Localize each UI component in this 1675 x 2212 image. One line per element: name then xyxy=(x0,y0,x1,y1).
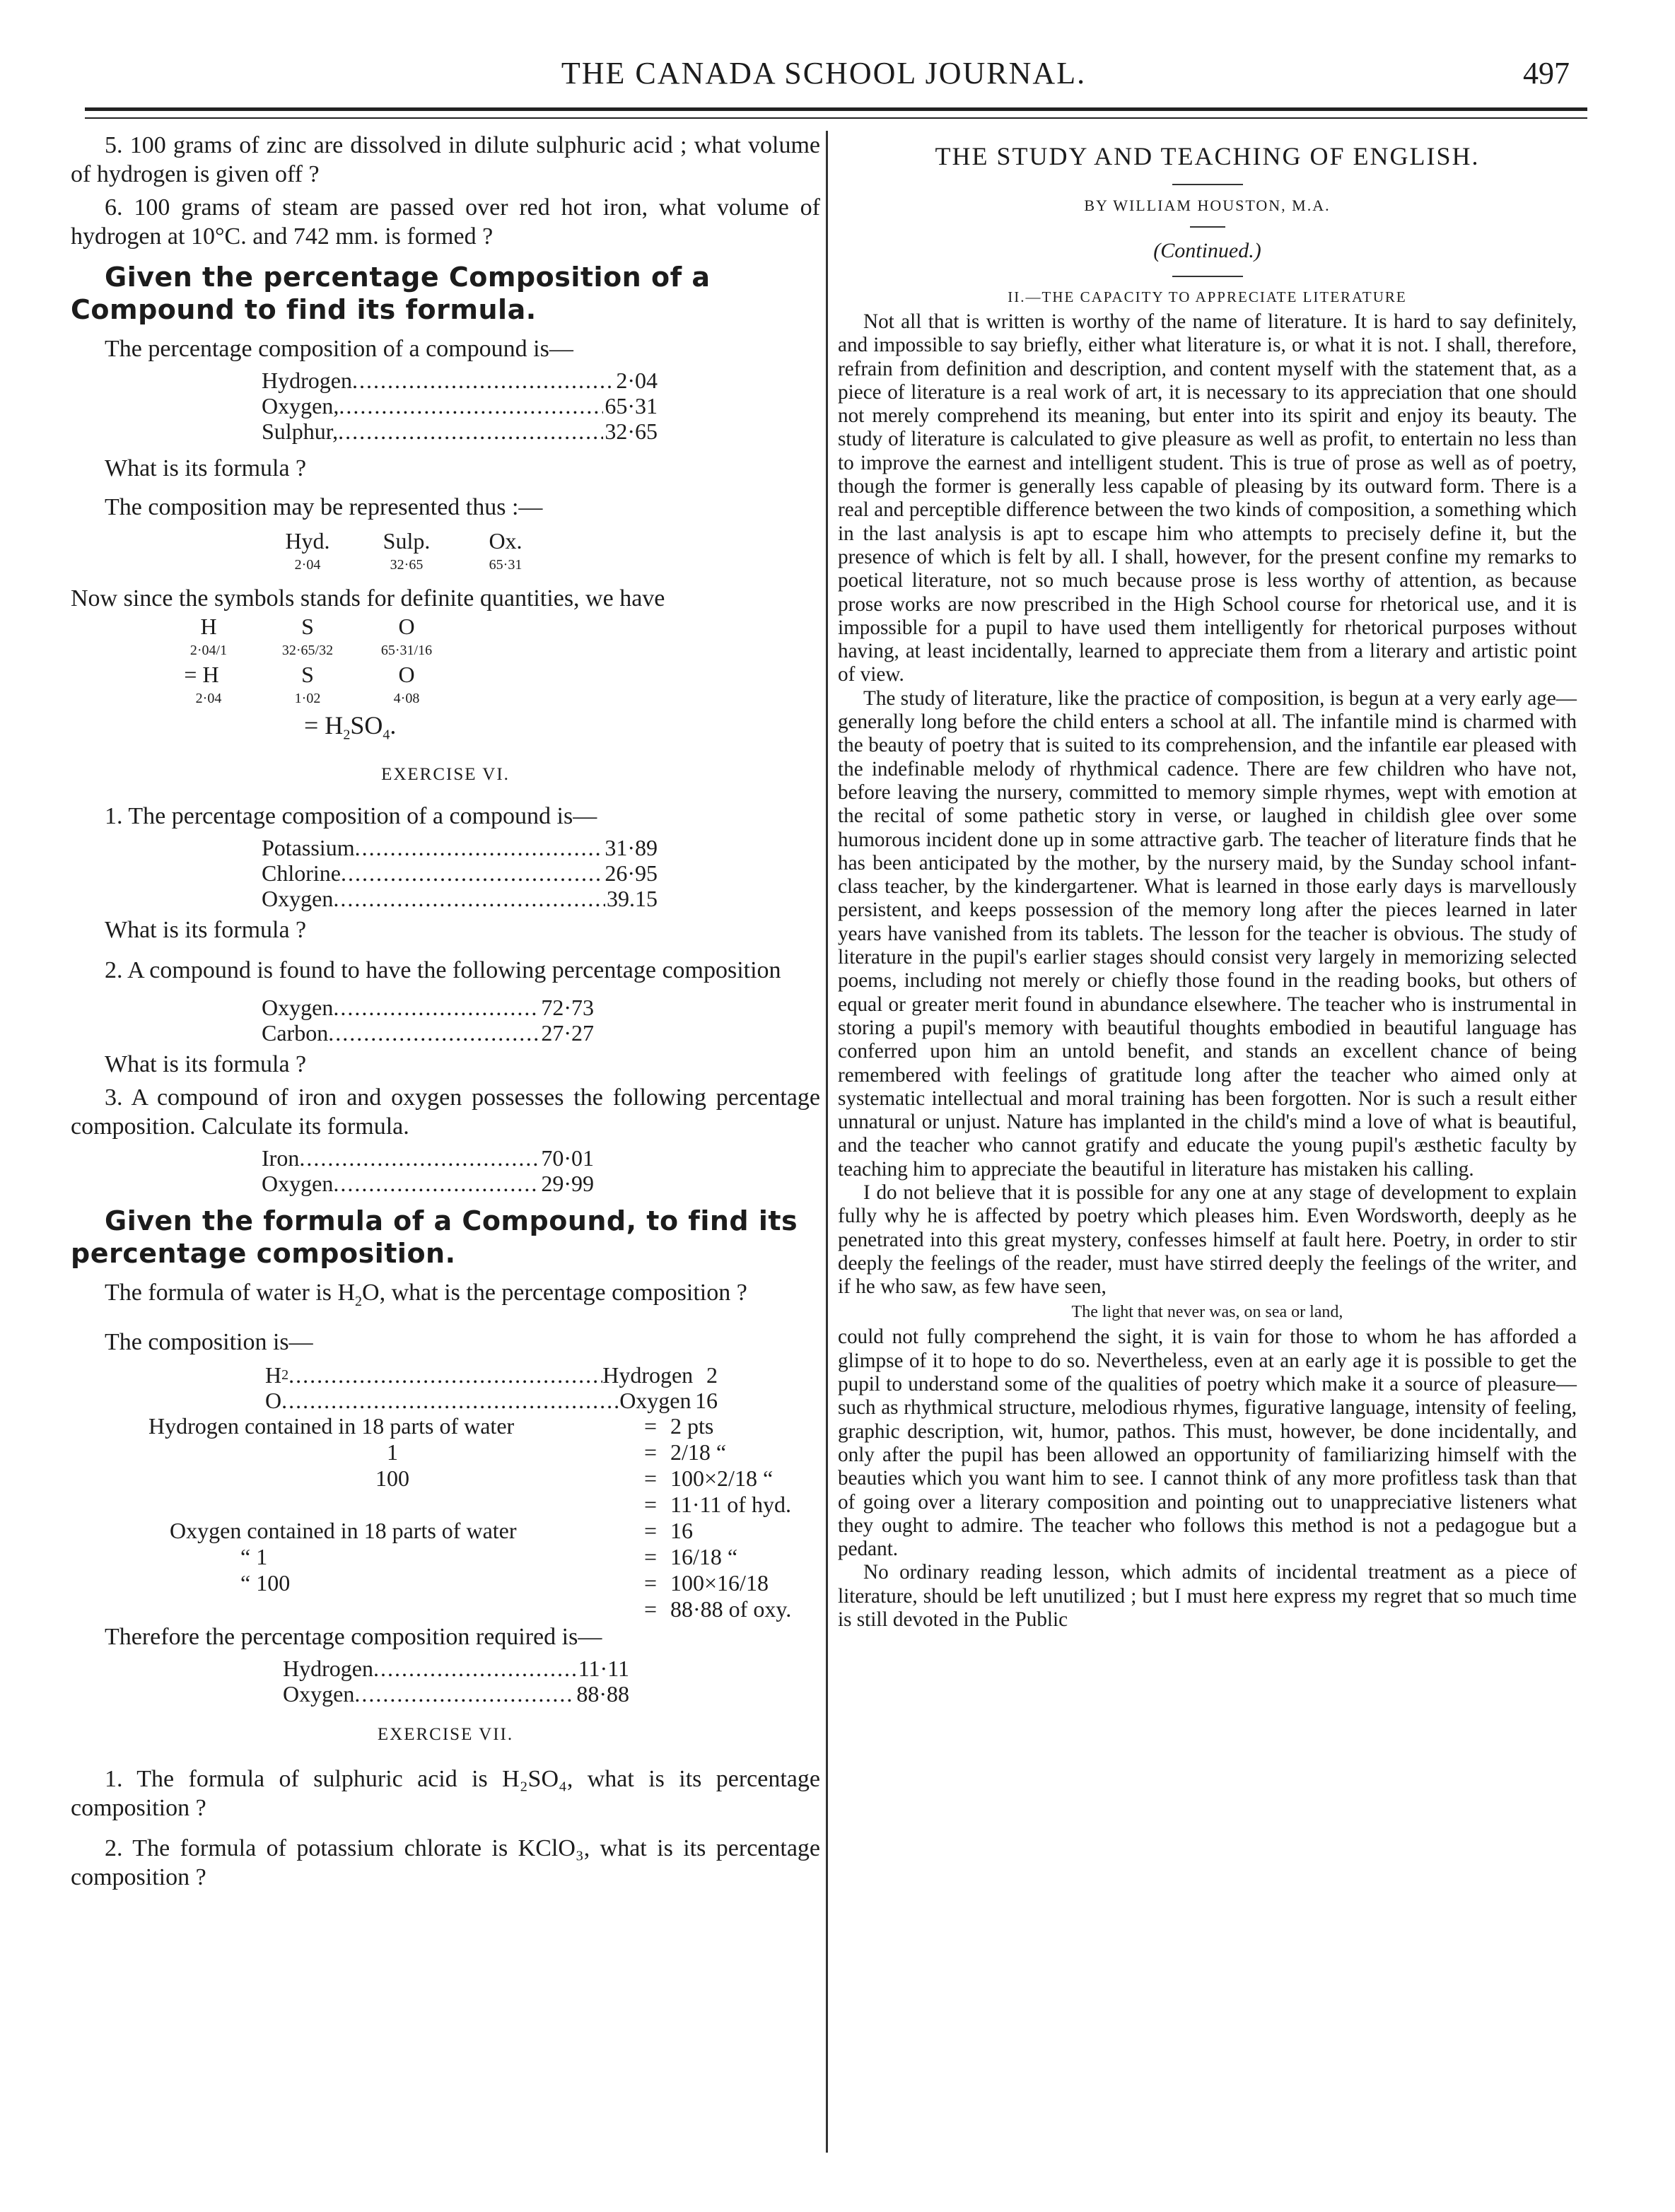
paragraph-5: No ordinary reading lesson, which admits of incidental treatment as a piece of literature, should be left unutilized ; but I must here express my regret that so much time is still devoted in the Public xyxy=(838,1561,1577,1632)
calc-label xyxy=(148,1596,636,1622)
calc-value: 100×2/18 “ xyxy=(670,1465,774,1492)
journal-title: THE CANADA SCHOOL JOURNAL. xyxy=(561,56,1087,90)
paragraph-4: could not fully comprehend the sight, it is vain for those to whom he has afforded a glimpse of it to hope to do so. Nevertheless, even at an early age it is possible to get the pupil to understand some of the qualities of poetry which make it a source of pleasure—such as rhythmical structure, melodious rhymes, figurative language, intensity of feeling, graphic description, wit, humor, pathos. This must, however, be done incidentally, and only after the pupil has been allowed an opportunity of familiarizing himself with the beauties which you want him to see. I cannot think of any more profitless task than that of going over a literary composition and pointing out to unappreciative listeners what they ought to admire. The teacher who follows this method is not a pedagogue but a pedant. xyxy=(838,1326,1577,1561)
symbol: S xyxy=(301,614,314,639)
symbols-block xyxy=(71,614,820,747)
equals-sign: = xyxy=(643,1492,658,1518)
column-divider xyxy=(826,131,828,2153)
result-formula: = $H_2SO_4$. xyxy=(304,711,397,743)
rep-value: 32·65 xyxy=(390,557,424,573)
list-item: Oxygen ..... 39.15 xyxy=(262,886,658,911)
page-header xyxy=(78,55,1570,98)
paragraph-2: The study of literature, like the practice of composition, is begun at a very early age—generally long before the child enters a school at all. The infantile mind is charmed with the beauty of poetry that is suited to its comprehension, and the infantile ear pleased with the indefinable melody of rhythmical cadence. There are few children who have not, before leaving the nursery, committed to memory simple rhymes, wept with emotion at the recital of some pathetic story in verse, or laughed in childish glee over some humorous incident done up in some attractive garb. The teacher of literature finds that he has been anticipated by the mother, by the nursery maid, by the Sunday school infant-class teacher, by the kindergartener. What is learned in those early days is marvellously persistent, and keeps possession of the memory long after the pieces learned in later years have vanished from its tablets. The lesson for the teacher is obvious. The study of literature in the pupil's earlier stages should consist very largely in memorizing selected poems, including not merely or chiefly those found in the reading books, but others of equal or greater merit found in abundance elsewhere. The teacher who is instrumental in storing a pupil's memory with beautiful thoughts embodied in beautiful language has conferred upon him an untold benefit, and stands an excellent chance of being remembered with feelings of gratitude long after the teacher who aimed only at systematic intellectual and moral training has been forgotten. Nor is such a result either unnatural or unjust. Nature has implanted in the child's mind a love of what is beautiful, and the teacher who cannot gratify and educate the young pupil's æsthetic faculty by teaching him to appreciate the beautiful in literature has mistaken his calling. xyxy=(838,686,1577,1181)
list-item: Oxygen ..... 29·99 xyxy=(262,1171,594,1196)
ex6-question-3: 3. A compound of iron and oxygen possesses the following percentage composition. Calculate its formula. xyxy=(71,1084,820,1140)
paragraph-3: I do not believe that it is possible for any one at any stage of development to explain fully why he is affected by poetry which pleases him. Even Wordsworth, deeply as he penetrated into this great mystery, confesses himself at fault here. Poetry, in order to stir deeply the feelings of the reader, must have stirred deeply the feelings of the writer, and if he who saw, as few have seen, xyxy=(838,1181,1577,1299)
ex7-question-1: 1. The formula of sulphuric acid is H₂SO₄, what is its percentage composition ? xyxy=(71,1766,820,1822)
calc-label: 1 xyxy=(387,1439,398,1465)
calc-value: 2 pts xyxy=(670,1413,714,1439)
composition-list-ex6-3 xyxy=(262,1145,820,1196)
symbol: O xyxy=(398,614,415,639)
header-rule-thick xyxy=(85,107,1587,111)
representation-block xyxy=(71,529,820,577)
eq-value: 1·02 xyxy=(294,691,321,706)
exercise-vii-title: EXERCISE VII. xyxy=(377,1725,514,1745)
oxygen-calculation xyxy=(148,1518,820,1622)
composition-is-text: The composition is— xyxy=(105,1329,313,1356)
continued-rule xyxy=(1172,276,1243,277)
calc-label: Hydrogen contained in 18 parts of water xyxy=(148,1413,515,1439)
list-item: Iron ..... 70·01 xyxy=(262,1145,594,1171)
water-question: The formula of water is $H_2O$, what is the percentage composition ? xyxy=(105,1280,747,1310)
eq-value: 4·08 xyxy=(393,691,420,706)
calc-label: “ 1 xyxy=(240,1544,268,1570)
equals-sign: = xyxy=(643,1544,658,1570)
list-item: Oxygen ..... 72·73 xyxy=(262,995,594,1020)
eq-value: 2·04 xyxy=(195,691,222,706)
question-5: 5. 100 grams of zinc are dissolved in dilute sulphuric acid ; what volume of hydrogen is given off ? xyxy=(71,132,820,187)
equals-sign: = xyxy=(643,1465,658,1492)
calc-value: 16 xyxy=(670,1518,693,1544)
now-since-text: Now since the symbols stands for definite quantities, we have xyxy=(71,585,665,611)
calc-value: 100×16/18 xyxy=(670,1570,769,1596)
symbol: H xyxy=(200,614,217,639)
list-item: Hydrogen ..... 11·11 xyxy=(283,1656,629,1681)
fraction: 32·65/32 xyxy=(281,643,334,658)
ex7-question-2: 2. The formula of potassium chlorate is KClO₃, what is its percentage composition ? xyxy=(71,1835,820,1891)
composition-list-1 xyxy=(262,368,820,444)
eq-symbol: S xyxy=(301,662,314,687)
rep-name: Hyd. xyxy=(285,528,330,554)
paragraph-1: Not all that is written is worthy of the name of literature. It is hard to say definitely, and impossible to say briefly, either what literature is, or what it is not. I shall, therefore, refrain from definition and description, and content myself with the statement that, as a piece of literature is a real work of art, it is necessary to its appreciation that one should not merely comprehend its meaning, but enter into its spirit and enjoy its beauty. The study of literature is calculated to give pleasure as well as profit, to entertain no less than to improve the earnest and intelligent student. This is true of prose as well as of poetry, though the former is generally less capable of pleasing by its outward form. There is a real and perceptible difference between the two kinds of composition, a something which in the last analysis is apt to escape him who attempts to precisely define it, but the presence of which is felt by all. I shall, however, for the present confine my remarks to poetical literature, not so much because prose is less worthy of attention, as because prose works are now prescribed in the High School course for rhetorical use, and it is impossible for a pupil to have used them intelligently for rhetorical purposes without having, at least incidentally, learned to appreciate them from a literary and artistic point of view. xyxy=(838,310,1577,686)
list-item: Carbon ..... 27·27 xyxy=(262,1020,594,1046)
calc-label xyxy=(148,1492,636,1518)
rep-name: Ox. xyxy=(489,528,523,554)
ex6-question-1: 1. The percentage composition of a compound is— xyxy=(105,803,597,830)
title-rule xyxy=(1172,184,1243,185)
page-number: 497 xyxy=(1523,56,1570,90)
composition-list-ex6-1 xyxy=(262,835,820,911)
list-item: H 2 ..... Hydrogen 2 xyxy=(265,1362,718,1388)
equals-sign: = xyxy=(643,1596,658,1622)
exercise-vi-title: EXERCISE VI. xyxy=(381,765,510,785)
equals-sign: = xyxy=(643,1518,658,1544)
section-heading: II.—THE CAPACITY TO APPRECIATE LITERATURE xyxy=(1008,288,1407,305)
article-title: THE STUDY AND TEACHING OF ENGLISH. xyxy=(935,142,1480,170)
calc-label: 100 xyxy=(375,1465,409,1492)
composition-list-ex6-2 xyxy=(262,995,820,1046)
calc-value: 88·88 of oxy. xyxy=(670,1596,792,1622)
question-text: What is its formula ? xyxy=(105,1051,307,1078)
final-composition xyxy=(283,1656,820,1707)
right-column xyxy=(838,141,1577,1632)
continued-label: (Continued.) xyxy=(1153,239,1261,262)
calc-value: 16/18 “ xyxy=(670,1544,738,1570)
rep-value: 65·31 xyxy=(489,557,523,573)
rep-value: 2·04 xyxy=(294,557,321,573)
question-text: What is its formula ? xyxy=(105,917,307,944)
section-heading-formula: Given the percentage Composition of a Compound to find its formula. xyxy=(71,262,711,325)
list-item: Oxygen ..... 88·88 xyxy=(283,1681,629,1707)
equals-sign: = xyxy=(643,1570,658,1596)
poetry-quote: The light that never was, on sea or land, xyxy=(1071,1303,1343,1322)
question-text: What is its formula ? xyxy=(105,455,307,481)
eq-symbol: O xyxy=(398,662,415,687)
fraction: 65·31/16 xyxy=(380,643,433,658)
eq-symbol: = H xyxy=(184,662,219,687)
left-column xyxy=(71,131,820,1892)
calc-label: “ 100 xyxy=(240,1570,291,1596)
representation-intro: The composition may be represented thus :— xyxy=(105,494,543,520)
ex6-question-2: 2. A compound is found to have the following percentage composition xyxy=(105,957,781,984)
list-item: Chlorine ..... 26·95 xyxy=(262,860,658,886)
rep-name: Sulp. xyxy=(383,528,431,554)
water-composition xyxy=(265,1362,820,1413)
article-author: BY WILLIAM HOUSTON, M.A. xyxy=(1084,197,1331,214)
calc-label: Oxygen contained in 18 parts of water xyxy=(170,1518,517,1544)
list-item: Hydrogen ..... 2·04 xyxy=(262,368,658,393)
hydrogen-calculation xyxy=(148,1413,820,1518)
list-item: Potassium ..... 31·89 xyxy=(262,835,658,860)
intro-text: The percentage composition of a compound is— xyxy=(105,336,573,362)
calc-value: 11·11 of hyd. xyxy=(670,1492,791,1518)
author-rule xyxy=(1190,226,1225,228)
section-heading-percentage: Given the formula of a Compound, to find its percentage composition. xyxy=(71,1205,798,1270)
therefore-text: Therefore the percentage composition required is— xyxy=(105,1624,602,1651)
fraction: 2·04/1 xyxy=(189,643,228,658)
header-rule-thin xyxy=(85,117,1587,119)
list-item: Sulphur, ..... 32·65 xyxy=(262,419,658,444)
calc-value: 2/18 “ xyxy=(670,1439,727,1465)
list-item: Oxygen, ..... 65·31 xyxy=(262,393,658,419)
equals-sign: = xyxy=(643,1413,658,1439)
equals-sign: = xyxy=(643,1439,658,1465)
question-6: 6. 100 grams of steam are passed over red hot iron, what volume of hydrogen at 10°C. and 742 mm. is formed ? xyxy=(71,194,820,250)
list-item: O ..... Oxygen 16 xyxy=(265,1388,718,1413)
